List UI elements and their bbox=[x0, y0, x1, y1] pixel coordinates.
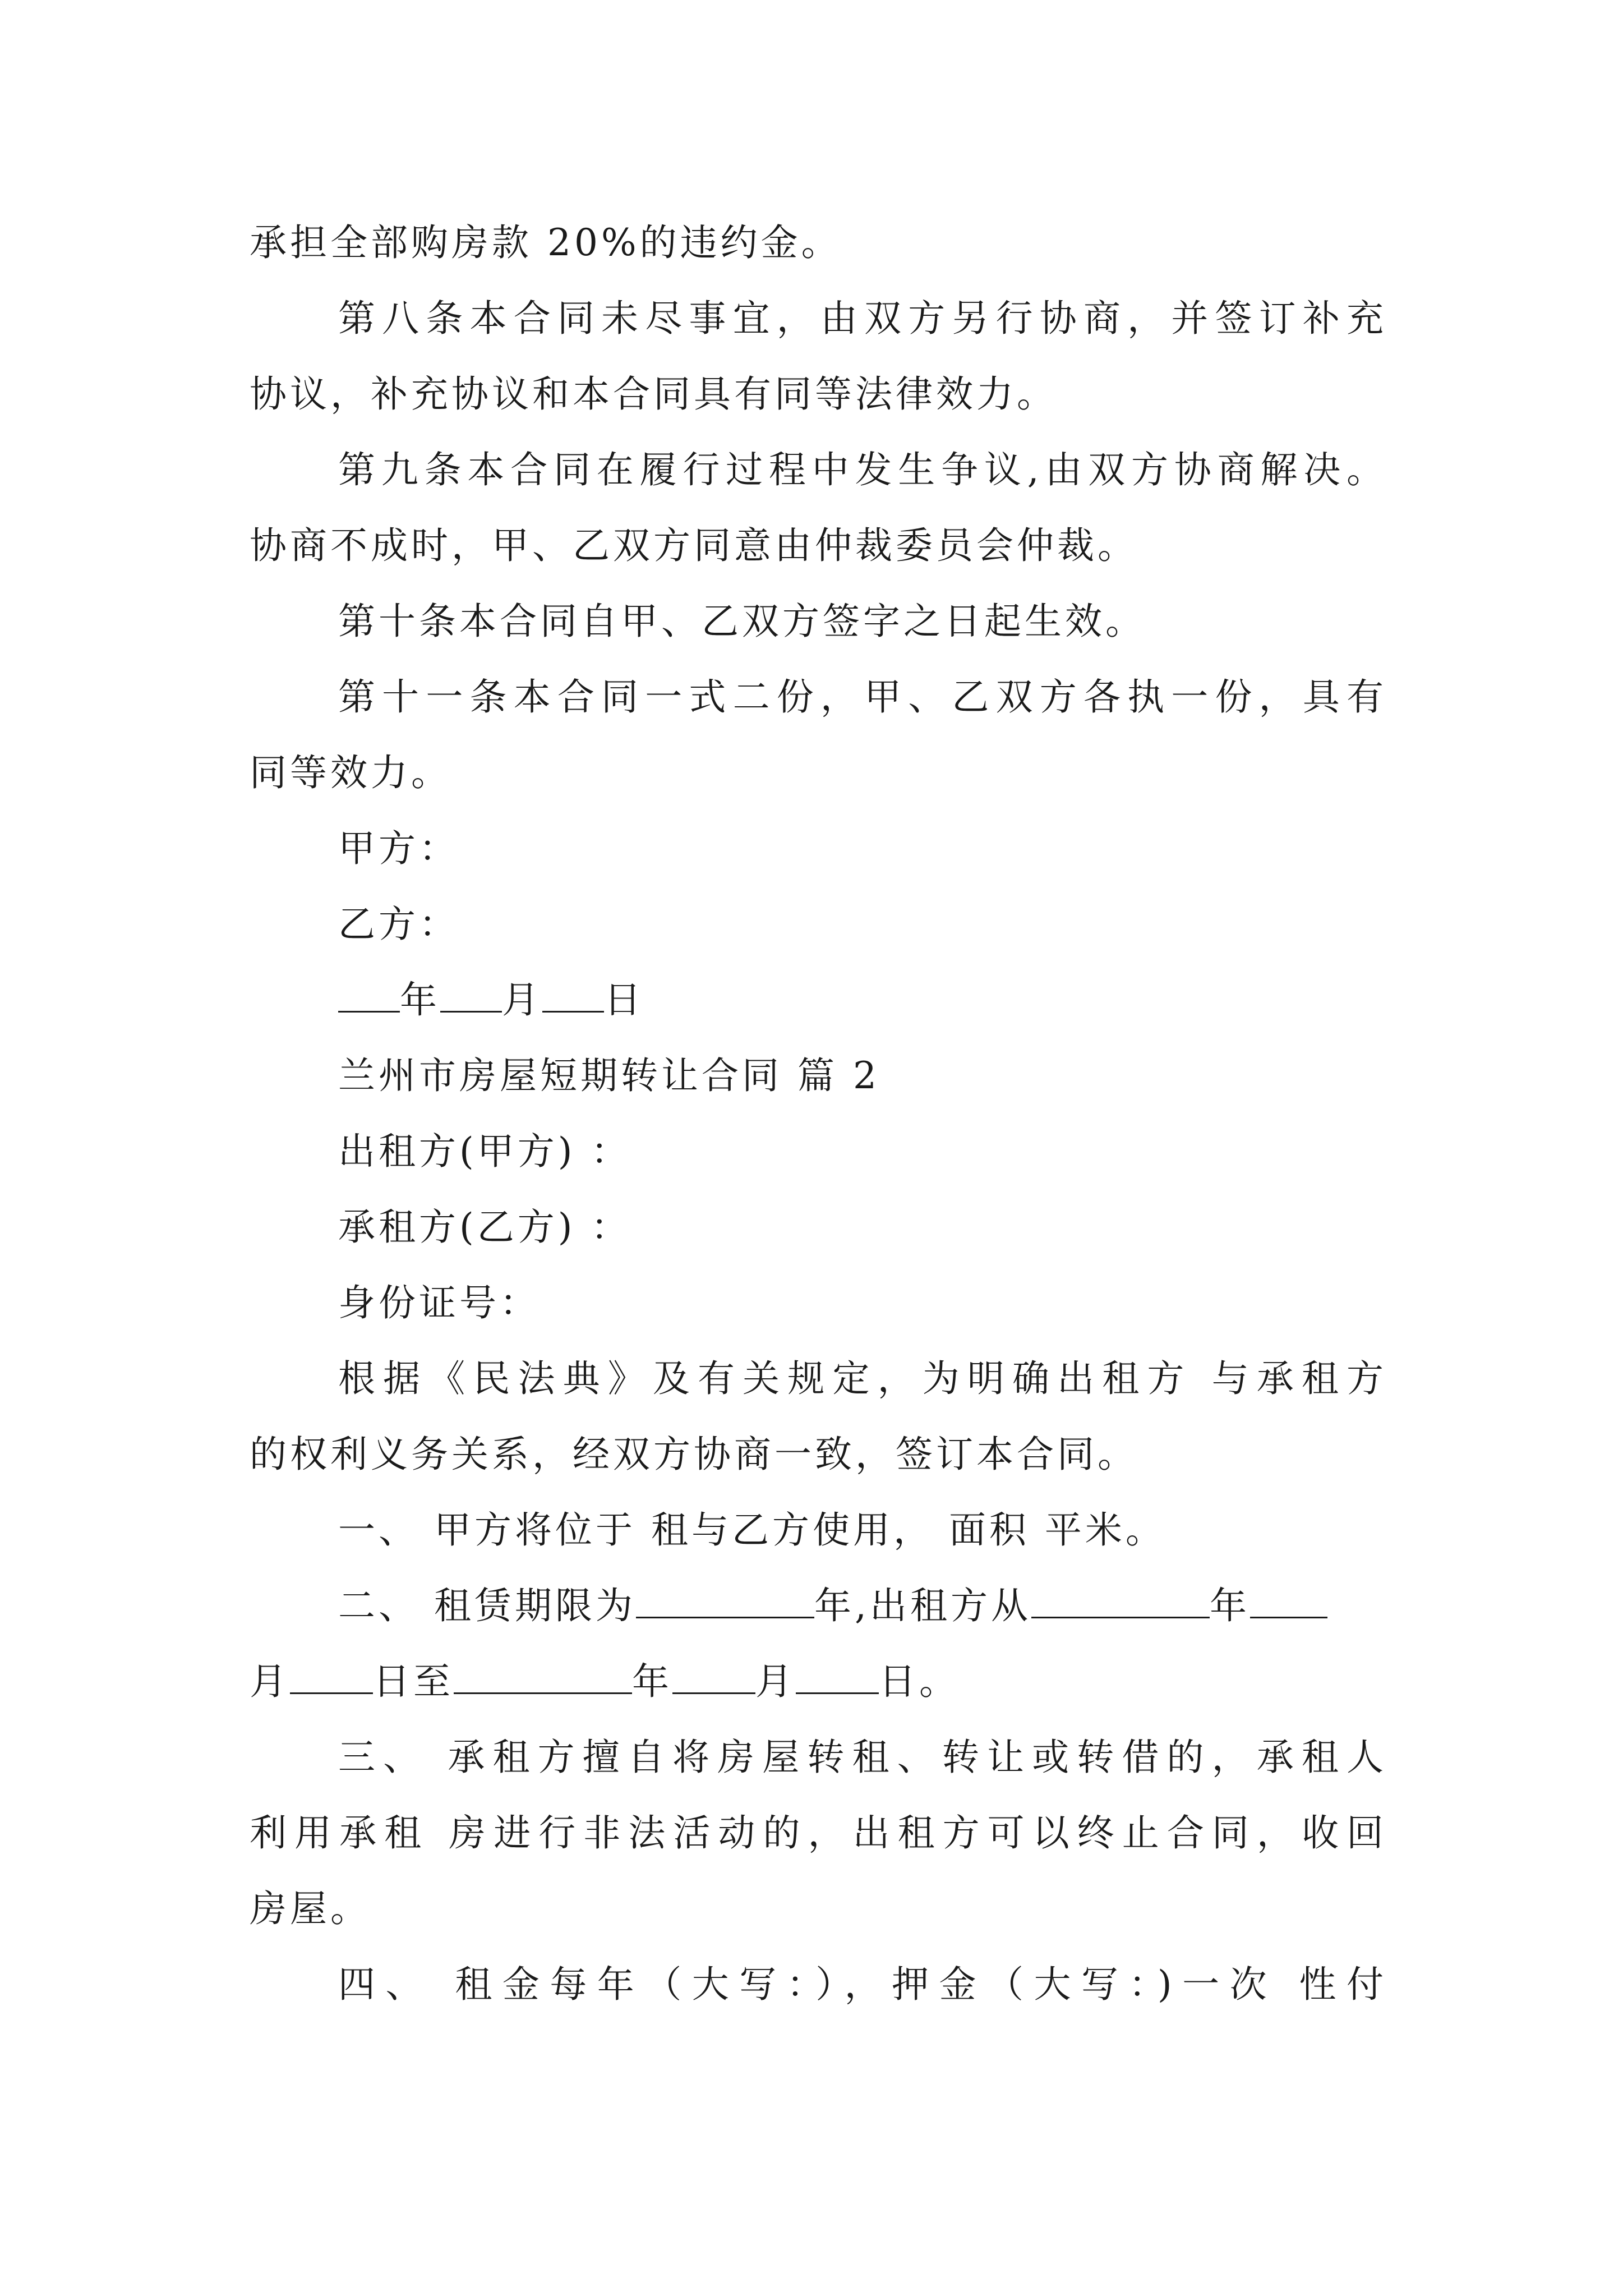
id-number-line: 身份证号： bbox=[338, 1281, 540, 1324]
text-line: 根据《民法典》及有关规定，为明确出租方 与承租方 bbox=[338, 1357, 1384, 1400]
party-b-signature: 乙方： bbox=[338, 903, 459, 946]
blank-field bbox=[1250, 1588, 1327, 1618]
clause-2-continued bbox=[250, 1660, 960, 1703]
clause-2-text: 年 bbox=[632, 1660, 672, 1703]
clause-2-text: 年,出租方从 bbox=[814, 1584, 1031, 1627]
blank-field bbox=[440, 982, 502, 1013]
blank-field bbox=[796, 1663, 879, 1694]
section-heading: 兰州市房屋短期转让合同 篇 2 bbox=[338, 1054, 880, 1097]
blank-field bbox=[636, 1588, 814, 1618]
party-a-signature: 甲方： bbox=[338, 827, 459, 870]
clause-2-text: 日至 bbox=[373, 1660, 454, 1703]
clause-2-text: 月 bbox=[755, 1660, 796, 1703]
blank-field bbox=[672, 1663, 755, 1694]
text-line: 房屋。 bbox=[250, 1887, 371, 1930]
clause-2-text: 年 bbox=[1209, 1584, 1250, 1627]
clause-1: 一、 甲方将位于 租与乙方使用， 面积 平米。 bbox=[338, 1508, 1166, 1552]
clause-2-text: 二、 租赁期限为 bbox=[338, 1584, 636, 1627]
text-line: 同等效力。 bbox=[250, 751, 451, 794]
lessee-line: 承租方(乙方) ： bbox=[338, 1205, 631, 1249]
date-day-label: 日 bbox=[604, 978, 644, 1022]
text-line: 第八条本合同未尽事宜，由双方另行协商，并签订补充 bbox=[338, 297, 1384, 340]
text-line: 利用承租 房进行非法活动的，出租方可以终止合同，收回 bbox=[250, 1811, 1384, 1855]
clause-2-text: 日。 bbox=[879, 1660, 960, 1703]
text-line: 承担全部购房款 20%的违约金。 bbox=[250, 221, 842, 264]
clause-2-text: 月 bbox=[250, 1660, 290, 1703]
blank-field bbox=[542, 982, 604, 1013]
clause-4: 四、 租金每年（大写：），押金（大写：)一次 性付 bbox=[338, 1963, 1384, 2006]
blank-field bbox=[454, 1663, 632, 1694]
text-line: 协商不成时，甲、乙双方同意由仲裁委员会仲裁。 bbox=[250, 524, 1138, 567]
date-line bbox=[338, 978, 644, 1022]
clause-2 bbox=[338, 1584, 1327, 1627]
blank-field bbox=[1031, 1588, 1210, 1618]
date-month-label: 月 bbox=[502, 978, 542, 1022]
text-line: 第九条本合同在履行过程中发生争议,由双方协商解决。 bbox=[338, 448, 1384, 491]
date-year-label: 年 bbox=[400, 978, 440, 1022]
blank-field bbox=[290, 1663, 373, 1694]
lessor-line: 出租方(甲方) ： bbox=[338, 1130, 631, 1173]
text-line: 协议，补充协议和本合同具有同等法律效力。 bbox=[250, 372, 1057, 416]
clause-3: 三、 承租方擅自将房屋转租、转让或转借的，承租人 bbox=[338, 1736, 1384, 1779]
blank-field bbox=[338, 982, 400, 1013]
text-line: 的权利义务关系，经双方协商一致，签订本合同。 bbox=[250, 1433, 1138, 1476]
text-line: 第十一条本合同一式二份，甲、乙双方各执一份，具有 bbox=[338, 675, 1384, 719]
text-line: 第十条本合同自甲、乙双方签字之日起生效。 bbox=[338, 600, 1146, 643]
